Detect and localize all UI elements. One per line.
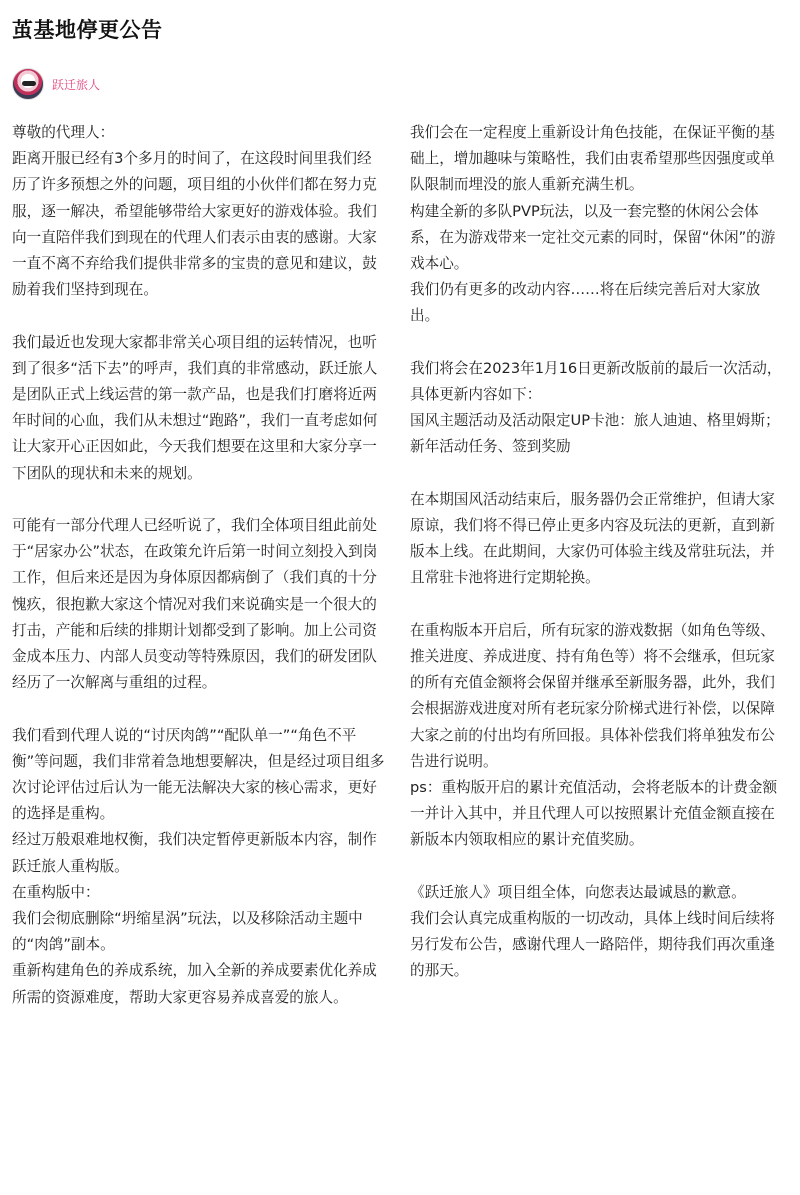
paragraph-rebuild-heading: 在重构版中：: [12, 883, 100, 901]
paragraph-intro: 距离开服已经有3个多月的时间了，在这段时间里我们经历了许多预想之外的问题，项目组的小伙伴们都在努力克服，逐一解决，希望能够带给大家更好的游戏体验。我们向一直陪伴我们到现在的代理人们表示由衷的感谢。大家一直不离不弃给我们提供非常多的宝贵的意见和建议，鼓励着我们坚持到现在。: [12, 150, 377, 299]
paragraph-maintenance: 在本期国风活动结束后，服务器仍会正常维护，但请大家原谅，我们将不得已停止更多内容及玩法的更新，直到新版本上线。在此期间，大家仍可体验主线及常驻玩法，并且常驻卡池将进行定期轮换。: [410, 490, 775, 587]
author-name[interactable]: 跃迁旅人: [52, 77, 101, 92]
paragraph-more-changes: 我们仍有更多的改动内容……将在后续完善后对大家放出。: [410, 281, 761, 325]
left-column: [12, 120, 386, 1011]
avatar[interactable]: [12, 68, 44, 100]
paragraph-last-event: 我们将会在2023年1月16日更新改版前的最后一次活动，具体更新内容如下：: [410, 359, 782, 404]
paragraph-remove-modes: 我们会彻底删除“坍缩星涡”玩法，以及移除活动主题中的“肉鸽”副本。: [12, 910, 363, 954]
paragraph-closing: 我们会认真完成重构版的一切改动，具体上线时间后续将另行发布公告，感谢代理人一路陪伴，期待我们再次重逢的那天。: [410, 910, 775, 980]
paragraph-ps-recharge: ps：重构版开启的累计充值活动，会将老版本的计费金额一并计入其中，并且代理人可以按照累计充值金额直接在新版本内领取相应的累计充值奖励。: [410, 779, 778, 849]
paragraph-greeting: 尊敬的代理人：: [12, 124, 115, 141]
paragraph-growth-system: 重新构建角色的养成系统，加入全新的养成要素优化养成所需的资源难度，帮助大家更容易养成喜爱的旅人。: [12, 962, 377, 1006]
paragraph-team: 可能有一部分代理人已经听说了，我们全体项目组此前处于“居家办公”状态，在政策允许后第一时间立刻投入到岗工作，但后来还是因为身体原因都病倒了（我们真的十分愧疚，很抱歉大家这个情况对我们来说确实是一个很大的打击，产能和后续的排期计划都受到了影响。加上公司资金成本压力、内部人员变动等特殊原因，我们的研发团队经历了一次解离与重组的过程。: [12, 517, 378, 692]
paragraph-pvp: 构建全新的多队PVP玩法，以及一套完整的休闲公会体系，在为游戏带来一定社交元素的同时，保留“休闲”的游戏本心。: [410, 202, 776, 273]
author-row[interactable]: [12, 68, 100, 100]
right-column: [410, 120, 784, 985]
page-title: 茧基地停更公告: [12, 18, 163, 42]
paragraph-issues: 我们看到代理人说的“讨厌肉鸽”“配队单一”“角色不平衡”等问题，我们非常着急地想要解决，但是经过项目组多次讨论评估过后认为一能无法解决大家的核心需求，更好的选择是重构。: [12, 726, 385, 823]
paragraph-event-banner: 国风主题活动及活动限定UP卡池：旅人迪迪、格里姆斯；: [410, 412, 780, 430]
paragraph-apology: 《跃迁旅人》项目组全体，向您表达最诚恳的歉意。: [410, 883, 746, 901]
paragraph-event-rewards: 新年活动任务、签到奖励: [410, 438, 571, 456]
paragraph-skills: 我们会在一定程度上重新设计角色技能，在保证平衡的基础上，增加趣味与策略性，我们由衷希望那些因强度或单队限制而埋没的旅人重新充满生机。: [410, 124, 775, 194]
paragraph-decision: 经过万般艰难地权衡，我们决定暂停更新版本内容，制作跃迁旅人重构版。: [12, 831, 377, 875]
paragraph-status: 我们最近也发现大家都非常关心项目组的运转情况，也听到了很多“活下去”的呼声，我们真的非常感动，跃迁旅人是团队正式上线运营的第一款产品，也是我们打磨将近两年时间的心血，我们从未想过“跑路”，我们一直考虑如何让大家开心正因如此，今天我们想要在这里和大家分享一下团队的现状和未来的规划。: [12, 333, 378, 482]
paragraph-data-migration: 在重构版本开启后，所有玩家的游戏数据（如角色等级、推关进度、养成进度、持有角色等）将不会继承，但玩家的所有充值金额将会保留并继承至新服务器，此外，我们会根据游戏进度对所有老玩家分阶梯式进行补偿，以保障大家之前的付出均有所回报。具体补偿我们将单独发布公告进行说明。: [410, 621, 775, 770]
